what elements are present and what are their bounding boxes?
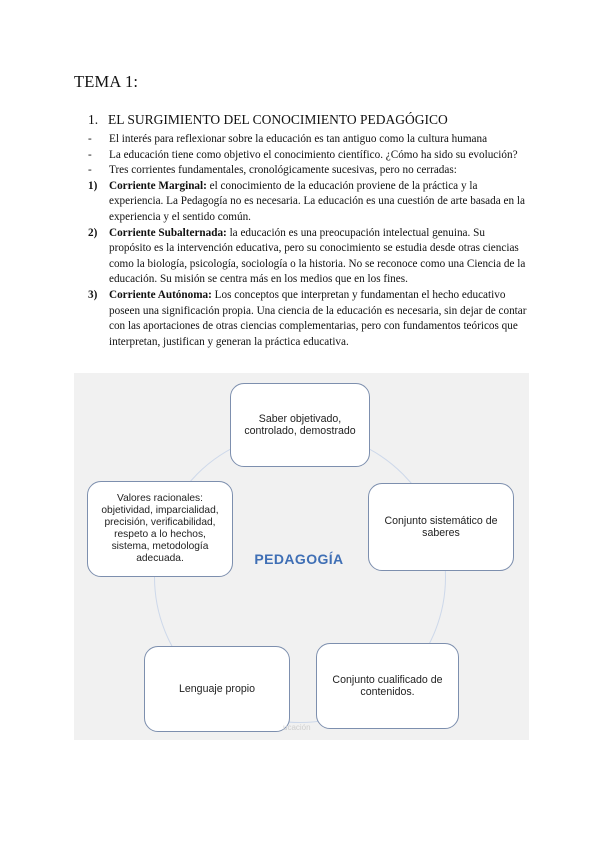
section-heading-text: EL SURGIMIENTO DEL CONOCIMIENTO PEDAGÓGICO (108, 112, 448, 127)
diagram-center-label: PEDAGOGÍA (254, 551, 344, 567)
item-term: Corriente Marginal: (109, 179, 207, 192)
section-heading (88, 112, 528, 128)
item-number: 1) (88, 179, 98, 192)
list-item-corriente-subalternada (88, 226, 528, 288)
item-number: 2) (88, 226, 98, 239)
diagram-node-saber-objetivado: Saber objetivado, controlado, demostrado (230, 383, 370, 467)
diagram-node-valores-racionales: Valores racionales: objetividad, imparcialidad, precisión, verificabilidad, respeto a lo hechos, sistema, metodología adecuada. (87, 481, 233, 577)
bullet-mark: - (88, 133, 92, 145)
list-item-bullet-3 (88, 163, 528, 179)
faint-background-text: ucación (283, 723, 311, 732)
list-item-bullet-1 (88, 132, 528, 148)
item-text: el conocimiento de la educación proviene de la práctica y la experiencia. La Pedagogía no es necesaria. La educación es una cuestión de arte basada en la experiencia y el sentido común. (109, 179, 525, 223)
bullet-text: Tres corrientes fundamentales, cronológicamente sucesivas, pero no cerradas: (109, 164, 457, 177)
diagram-node-conjunto-sistematico: Conjunto sistemático de saberes (368, 483, 514, 571)
bullet-mark: - (88, 148, 92, 161)
pedagogia-diagram (74, 373, 529, 740)
diagram-node-lenguaje-propio: Lenguaje propio (144, 646, 290, 732)
item-text: Los conceptos que interpretan y fundamentan el hecho educativo poseen una significación propia. Una ciencia de la educación es necesaria, sin dejar de contar con las aportaciones de otras ciencias complementarias, pero con fundamentos teóricos que interpretan, justifican y generan la práctica educativa. (109, 288, 527, 348)
list-item-bullet-2 (88, 148, 528, 164)
list-item-corriente-autonoma (88, 288, 528, 350)
item-text: la educación es una preocupación intelectual genuina. Su propósito es la intervención educativa, pero su conocimiento se estudia desde otras ciencias como la biología, psicología, sociología o la historia. No se reconoce como una Ciencia de la educación. Su misión se centra más en los medios que en los fines. (109, 226, 526, 286)
item-number: 3) (88, 288, 98, 301)
list-item-corriente-marginal (88, 179, 528, 226)
bullet-text: El interés para reflexionar sobre la educación es tan antiguo como la cultura humana (109, 133, 488, 145)
diagram-node-conjunto-cualificado: Conjunto cualificado de contenidos. (316, 643, 459, 729)
section-number: 1. (88, 112, 99, 127)
bullet-text: La educación tiene como objetivo el conocimiento científico. ¿Cómo ha sido su evolución? (109, 148, 518, 161)
item-term: Corriente Subalternada: (109, 226, 227, 239)
item-term: Corriente Autónoma: (109, 288, 212, 301)
bullet-mark: - (88, 164, 92, 177)
page-title: TEMA 1: (74, 72, 139, 91)
content-list (88, 132, 528, 350)
